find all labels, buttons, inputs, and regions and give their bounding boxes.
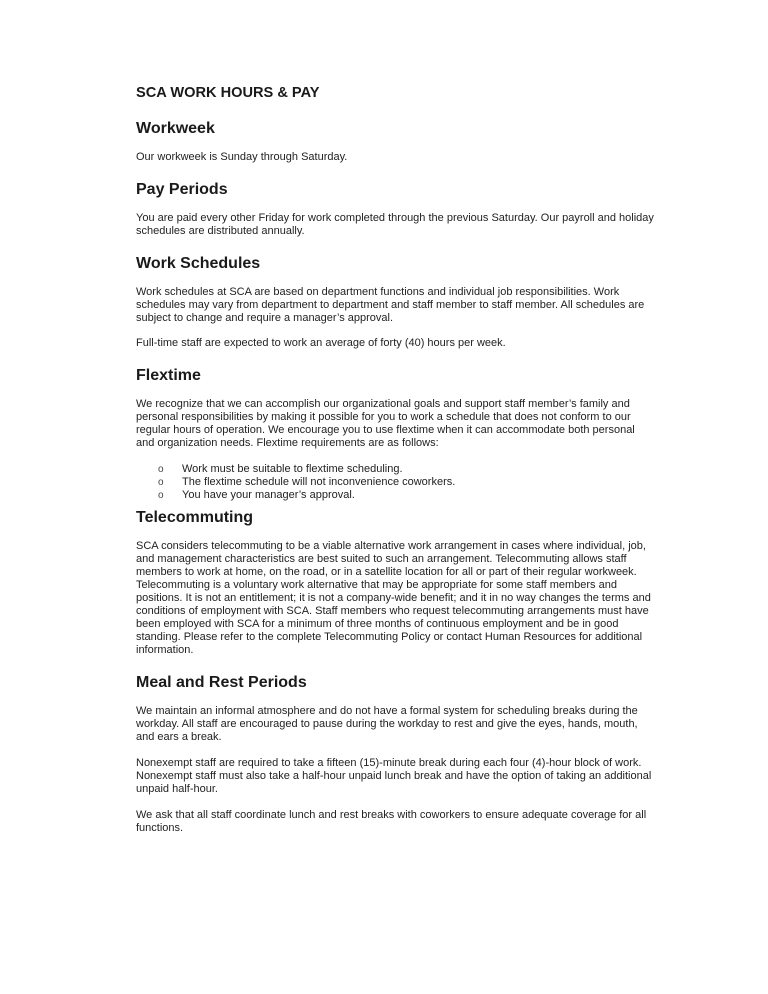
list-item-text: The flextime schedule will not inconvenience coworkers. (182, 476, 456, 488)
paragraph: You are paid every other Friday for work completed through the previous Saturday. Our payroll and holiday schedules are distributed annually. (136, 212, 654, 237)
paragraph: Nonexempt staff are required to take a fifteen (15)-minute break during each four (4)-hour block of work. Nonexempt staff must also take a half-hour unpaid lunch break and have the option of taking an additional unpaid half-hour. (136, 757, 652, 795)
document-title: SCA WORK HOURS & PAY (136, 85, 320, 101)
section-flextime (136, 366, 656, 502)
flextime-requirements-list (136, 463, 656, 502)
section-pay-periods (136, 180, 656, 238)
paragraph: We ask that all staff coordinate lunch and rest breaks with coworkers to ensure adequate coverage for all functions. (136, 809, 647, 834)
list-item (136, 476, 656, 489)
paragraph: We maintain an informal atmosphere and do not have a formal system for scheduling breaks during the workday. All staff are encouraged to pause during the workday to rest and give the eyes, hands, mouth, and ears a break. (136, 705, 638, 743)
section-heading: Meal and Rest Periods (136, 674, 307, 691)
section-telecommuting (136, 508, 656, 657)
section-workweek (136, 119, 656, 164)
paragraph: We recognize that we can accomplish our organizational goals and support staff member’s family and personal responsibilities by making it possible for you to work a schedule that does not conform to our regular hours of operation. We encourage you to use flextime when it can accommodate both personal and organization needs. Flextime requirements are as follows: (136, 398, 635, 449)
circle-bullet-icon: o (158, 490, 164, 501)
document-page (136, 84, 656, 835)
paragraph: Our workweek is Sunday through Saturday. (136, 151, 348, 163)
section-work-schedules (136, 254, 656, 350)
paragraph: Full-time staff are expected to work an average of forty (40) hours per week. (136, 337, 506, 349)
circle-bullet-icon: o (158, 477, 164, 488)
section-heading: Pay Periods (136, 181, 228, 198)
section-heading: Telecommuting (136, 509, 254, 526)
list-item-text: Work must be suitable to flextime scheduling. (182, 463, 403, 475)
paragraph: SCA considers telecommuting to be a viable alternative work arrangement in cases where individual, job, and management characteristics are best suited to such an arrangement. Telecommuting allows staff members to work at home, on the road, or in a satellite location for all or part of their regular workweek. Telecommuting is a voluntary work alternative that may be appropriate for some staff members and positions. It is not an entitlement; it is not a company-wide benefit; and it in no way changes the terms and conditions of employment with SCA. Staff members who request telecommuting arrangements must have been employed with SCA for a minimum of three months of continuous employment and be in good standing. Please refer to the complete Telecommuting Policy or contact Human Resources for additional information. (136, 540, 651, 656)
paragraph: Work schedules at SCA are based on department functions and individual job responsibilities. Work schedules may vary from department to department and staff member to staff member. All schedules are subject to change and require a manager’s approval. (136, 286, 645, 324)
list-item (136, 489, 656, 502)
section-meal-and-rest-periods (136, 673, 656, 835)
circle-bullet-icon: o (158, 464, 164, 475)
list-item-text: You have your manager’s approval. (182, 489, 355, 501)
section-heading: Workweek (136, 120, 215, 137)
list-item (136, 463, 656, 476)
section-heading: Work Schedules (136, 255, 261, 272)
section-heading: Flextime (136, 367, 201, 384)
